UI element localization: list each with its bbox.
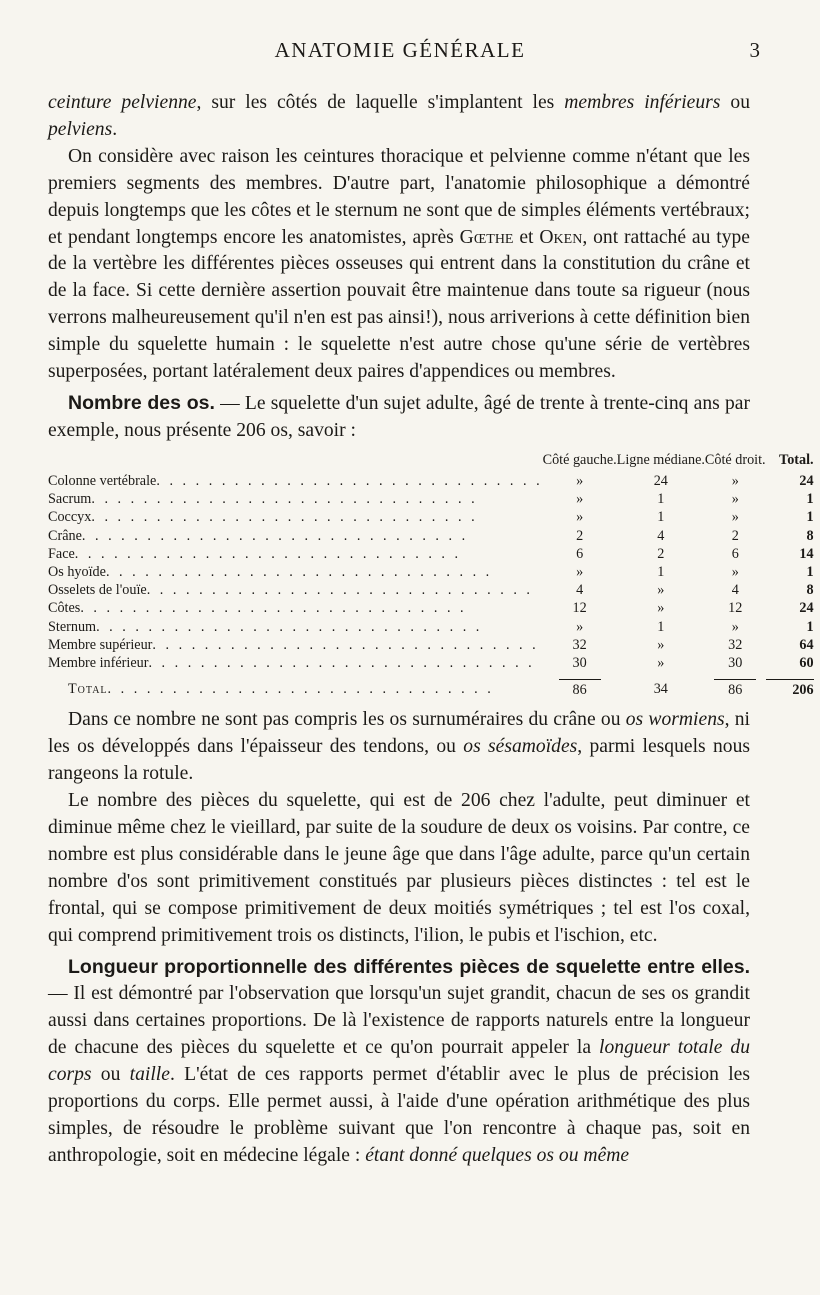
total-right: 86	[714, 679, 756, 699]
table-row	[48, 581, 820, 599]
term-longueur-totale: longueur totale du corps	[48, 1037, 750, 1086]
cell-left: »	[576, 472, 584, 489]
author-goethe: Gœthe	[459, 226, 514, 248]
table-row	[48, 545, 820, 563]
text-segment: — Il est démontré par l'observation que lorsqu'un sujet grandit, chacun de ses os grandit aussi dans certaines proportions. De là l'existence de rapports naturels entre la longueur de chacune des pièces du squelette et ce qu'on pourrait appeler la	[48, 983, 750, 1059]
cell-left: »	[576, 564, 584, 580]
text-segment: , ni les os développés dans l'épaisseur des tendons, ou	[48, 709, 750, 758]
cell-right: »	[731, 491, 739, 508]
cell-total: 8	[806, 582, 814, 599]
col-header-total: Total.	[779, 451, 814, 468]
cell-right: 32	[728, 636, 743, 653]
cell-left: 30	[572, 655, 587, 672]
term-taille: taille	[129, 1064, 170, 1086]
text-segment: , ont rattaché au type de la vertèbre les différentes pièces osseuses qui entrent dans la constitution du crâne et de la face. Si cette dernière assertion pouvait être maintenue dans toute sa rigueur (nous verrons malheureusement qu'il n'en est pas ainsi!), nous arriverions à cette définition bien simple du squelette humain : le squelette n'est autre chose qu'une série de vertèbres superposées, portant latéralement deux paires d'appendices ou membres.	[48, 226, 750, 383]
row-label: Côtes	[48, 600, 81, 617]
paragraph-nombre-pieces: Le nombre des pièces du squelette, qui est de 206 chez l'adulte, peut diminuer et diminue même chez le vieillard, par suite de la soudure de deux os voisins. Par contre, ce nombre est plus considérable dans le jeune âge que dans l'âge adulte, parce qu'un certain nombre d'os sont primitivement constitués par plusieurs pièces distinctes : tel est le frontal, qui se compose primitivement de deux moitiés symétriques ; tel est l'os coxal, qui comprend primitivement trois os distincts, l'ilion, le pubis et l'ischion, etc.	[48, 790, 750, 946]
text-segment: , sur les côtés de laquelle s'implantent les	[196, 92, 565, 113]
paragraph-surnumeraires	[48, 707, 750, 788]
cell-total: 1	[806, 618, 814, 635]
cell-right: »	[731, 618, 739, 635]
cell-total: 1	[806, 509, 814, 526]
cell-median: 4	[657, 527, 665, 544]
term-os-sesamoides: os sésamoïdes	[463, 736, 578, 758]
page-number: 3	[749, 38, 760, 62]
running-head	[0, 38, 800, 64]
row-label: Sternum	[48, 618, 97, 635]
text-segment: , parmi lesquels nous rangeons la rotule.	[48, 736, 750, 785]
row-label: Osselets de l'ouïe	[48, 582, 147, 599]
cell-total: 1	[806, 564, 814, 580]
running-title: ANATOMIE GÉNÉRALE	[274, 38, 526, 62]
cell-left: »	[576, 491, 584, 508]
cell-total: 8	[806, 527, 814, 544]
text-segment: Dans ce nombre ne sont pas compris les os surnuméraires du crâne ou	[68, 709, 626, 731]
text-segment: On considère avec raison les ceintures thoracique et pelvienne comme n'étant que les premiers segments des membres. D'autre part, l'anatomie philosophique a démontré depuis longtemps que les côtes et le sternum ne sont que de simples éléments vertébraux; et pendant longtemps encore les anatomistes, après	[48, 145, 750, 248]
cell-total: 1	[806, 491, 814, 508]
text-segment: — Le squelette d'un sujet adulte, âgé de trente à trente-cinq ans par exemple, nous présente 206 os, savoir :	[48, 392, 750, 441]
row-label: Membre supérieur	[48, 636, 153, 653]
cell-left: 4	[576, 582, 584, 599]
col-header-median: Ligne médiane.	[616, 451, 705, 468]
cell-right: 4	[731, 582, 739, 599]
cell-left: 6	[576, 545, 584, 562]
table-row	[48, 618, 820, 636]
cell-right: »	[731, 509, 739, 526]
table-row	[48, 599, 820, 617]
term-os-wormiens: os wormiens	[625, 709, 725, 731]
cell-left: »	[576, 618, 584, 635]
cell-median: 1	[657, 564, 665, 580]
text-segment: ou	[720, 92, 750, 113]
text-italic-end: étant donné quelques os ou même	[365, 1144, 630, 1166]
cell-total: 60	[799, 655, 814, 672]
paragraph-ceintures	[48, 144, 750, 386]
term-pelviens: pelviens	[48, 118, 113, 140]
cell-median: »	[657, 655, 665, 672]
paragraph-ceinture	[48, 90, 750, 144]
cell-right: »	[731, 472, 739, 489]
text-segment: ou	[91, 1064, 130, 1086]
table-row	[48, 563, 820, 581]
term-membres-inferieurs: membres inférieurs	[564, 92, 721, 113]
total-left: 86	[559, 679, 601, 699]
table-row	[48, 472, 820, 490]
table-row	[48, 527, 820, 545]
cell-total: 24	[799, 600, 814, 617]
cell-total: 24	[799, 472, 814, 489]
text-segment: . L'état de ces rapports permet d'établir avec le plus de précision les proportions du corps. Elle permet aussi, à l'aide d'une opération arithmétique des plus simples, de résoudre le problème suivant que l'on rencontre à chaque pas, soit en anthropologie, soit en médecine légale :	[48, 1064, 750, 1166]
table-total-row	[48, 672, 820, 699]
table-row	[48, 636, 820, 654]
page-body	[48, 90, 814, 1170]
table-row	[48, 654, 820, 672]
paragraph-nombre-des-os	[48, 390, 750, 445]
author-oken: Oken	[539, 226, 583, 248]
cell-median: 1	[657, 509, 665, 526]
cell-right: 30	[728, 655, 743, 672]
table-header-row	[48, 451, 820, 472]
cell-left: 2	[576, 527, 584, 544]
row-label: Coccyx	[48, 509, 92, 526]
cell-left: 32	[572, 636, 587, 653]
paragraph-longueur	[48, 954, 750, 1170]
col-header-left: Côté gauche.	[542, 451, 617, 468]
cell-left: »	[576, 509, 584, 526]
term-ceinture-pelvienne: ceinture pelvienne	[48, 92, 197, 113]
row-label: Sacrum	[48, 491, 92, 508]
row-label: Crâne	[48, 527, 82, 544]
bone-count-table	[48, 451, 820, 700]
col-header-right: Côté droit.	[704, 451, 766, 468]
row-label: Membre inférieur	[48, 655, 149, 672]
section-title-nombre-des-os: Nombre des os.	[68, 391, 215, 414]
total-row-label: Total	[68, 681, 108, 698]
table-row	[48, 490, 820, 508]
row-label: Os hyoïde	[48, 564, 106, 580]
text-segment: et	[513, 226, 540, 248]
total-median: 34	[653, 681, 668, 698]
cell-median: »	[657, 582, 665, 599]
total-grand: 206	[766, 679, 814, 699]
cell-median: 1	[657, 618, 665, 635]
row-label: Face	[48, 545, 75, 562]
cell-right: 6	[731, 545, 739, 562]
cell-median: 1	[657, 491, 665, 508]
cell-total: 64	[799, 636, 814, 653]
cell-right: »	[731, 564, 739, 580]
row-label: Colonne vertébrale	[48, 472, 157, 489]
text-segment: .	[112, 118, 118, 140]
section-title-longueur: Longueur proportionnelle des différentes pièces de squelette entre elles.	[68, 955, 750, 978]
cell-total: 14	[799, 545, 814, 562]
cell-right: 2	[731, 527, 739, 544]
cell-right: 12	[728, 600, 743, 617]
cell-median: 24	[653, 472, 668, 489]
cell-median: »	[657, 600, 665, 617]
table-row	[48, 508, 820, 526]
cell-median: 2	[657, 545, 665, 562]
cell-left: 12	[572, 600, 587, 617]
cell-median: »	[657, 636, 665, 653]
